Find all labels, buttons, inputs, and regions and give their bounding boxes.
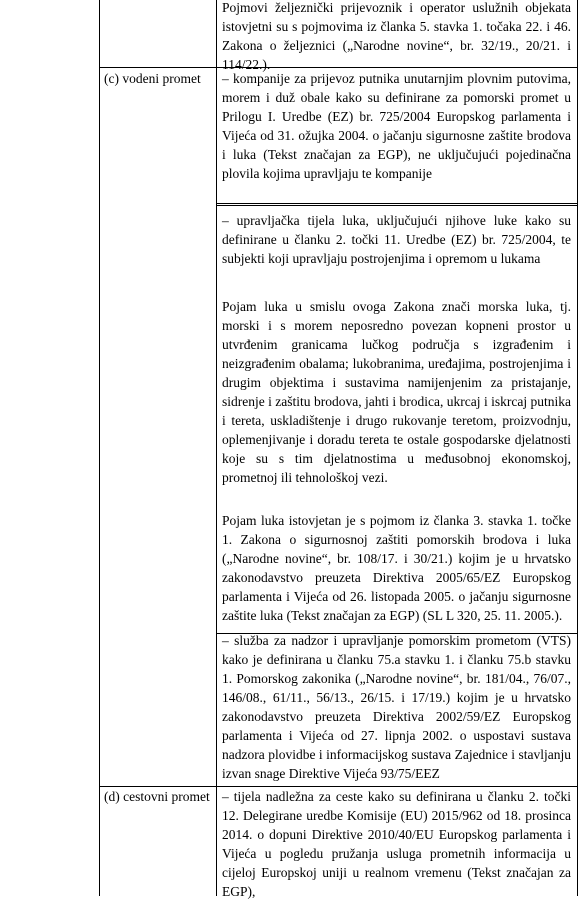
paragraph-text: Pojmovi željeznički prijevoznik i operator uslužnih objekata istovjetni su s pojmovima iz članka 5. stavka 1. točaka 22. i 46. Zakona o željeznici („Narodne novine“, br. 32/19., 20/21. i 114/22.). <box>222 0 571 72</box>
paragraph-text: – kompanije za prijevoz putnika unutarnjim plovnim putovima, morem i duž obale kako su definirane za pomorski promet u Prilogu I. Uredbe (EZ) br. 725/2004 Europskog parlamenta i Vijeća od 31. ožujka 2004. o jačanju sigurnosne zaštite brodova i luka (Tekst značajan za EGP), ne uključujući pojedinačna plovila kojima upravljaju te kompanije <box>222 71 571 181</box>
table-border-left <box>99 0 100 896</box>
paragraph-text: – upravljačka tijela luka, uključujući njihove luke kako su definirane u članku 2. točki 11. Uredbe (EZ) br. 725/2004, te subjekti koji upravljaju postrojenjima i opremom u lukama <box>222 213 571 266</box>
paragraph-text: Pojam luka istovjetan je s pojmom iz članka 3. stavka 1. točke 1. Zakona o sigurnosnoj zaštiti pomorskih brodova i luka („Narodne novine“, br. 108/17. i 30/21.) kojim je u hrvatsko zakonodavstvo preuzeta Direktiva 2005/65/EZ Europskog parlamenta i Vijeća od 26. listopada 2005. o jačanju sigurnosne zaštite luka (Tekst značajan za EGP) (SL L 320, 25. 11. 2005.). <box>222 513 571 623</box>
port-definition <box>222 297 571 487</box>
port-equivalence <box>222 511 571 625</box>
water-shipping-companies <box>222 69 571 183</box>
category-label-road <box>104 787 218 806</box>
port-authorities <box>222 211 571 268</box>
paragraph-text: Pojam luka u smislu ovoga Zakona znači morska luka, tj. morski i s morem neposredno povezan kopneni prostor u utvrđenim granicama lučkog područja s izgrađenim i neizgrađenim obalama; lukobranima, uređajima, postrojenjima i drugim objektima i sustavima namijenjenim za pristajanje, sidrenje i zaštitu brodova, jahti i brodica, ukrcaj i iskrcaj putnika i tereta, uskladištenje i drugo rukovanje teretom, proizvodnju, oplemenjivanje i doradu tereta te ostale gospodarske djelatnosti koje su s tim djelatnostima u međusobnoj ekonomskoj, prometnoj ili tehnološkoj vezi. <box>222 299 571 485</box>
category-label-text: (c) vodeni promet <box>104 71 201 86</box>
paragraph-text: – tijela nadležna za ceste kako su definirana u članku 2. točki 12. Delegirane uredbe Komisije (EU) 2015/962 od 18. prosinca 2014. o dopuni Direktive 2010/40/EU Europskog parlamenta i Vijeća u pogledu pružanja usluga prometnih informacija u cijeloj Europskoj uniji u realnom vremenu (Tekst značajan za EGP), <box>222 789 571 899</box>
rail-definition-note <box>222 0 571 74</box>
table-border-middle <box>216 0 217 896</box>
category-label-text: (d) cestovni promet <box>104 789 210 804</box>
cell-divider-c2 <box>216 205 578 206</box>
table-border-right <box>577 0 578 896</box>
paragraph-text: – služba za nadzor i upravljanje pomorskim prometom (VTS) kako je definirana u članku 75.a stavku 1. i članku 75.b stavku 1. Pomorskog zakonika („Narodne novine“, br. 181/04., 76/07., 146/08., 61/11., 56/13., 26/15. i 17/19.) kojim je u hrvatsko zakonodavstvo preuzeta Direktiva 2002/59/EZ Europskog parlamenta i Vijeća od 27. lipnja 2002. o uspostavi sustava nadzora plovidbe i informacijskog sustava Zajednice i stavljanju izvan snage Direktive Vijeća 93/75/EEZ <box>222 633 571 781</box>
vts-service <box>222 631 571 783</box>
category-label-water <box>104 69 218 88</box>
road-authorities <box>222 787 571 901</box>
cell-divider-c1 <box>216 203 578 204</box>
